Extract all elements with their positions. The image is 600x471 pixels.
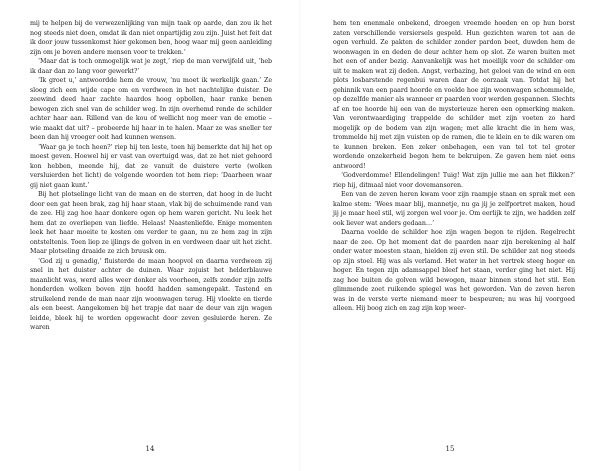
paragraph: Een van de zeven heren kwam voor zijn raampje staan en sprak met een kalme stem: ‘Wees maar blij, mannetje, nu ga jij je zelfportret maken, houd jij je maar heel stil, wij zorgen wel voor je. Om eerlijk te zijn, we hadden zelf ook liever wat anders gedaan…’: [333, 191, 575, 227]
paragraph: mij te helpen bij de verwezenlijking van mijn taak op aarde, dan zou ik het nog steeds niet doen, omdat ik dan niet onpartijdig zou zijn. Juist het feit dat ik door jouw tussenkomst hier gekomen ben, hoog waar mij geen aanleiding zijn om je boven andere mensen voor te trekken.’: [30, 20, 272, 56]
paragraph: ‘Maar dat is toch onmogelijk wat je zegt,’ riep de man verwijfeld uit, ‘heb ik daar dan zo lang voor gewerkt?’: [30, 58, 272, 75]
page-number: 15: [445, 445, 455, 453]
page-number: 14: [145, 445, 155, 453]
paragraph: ‘Ik groet u,’ antwoordde hem de vrouw, ‘nu moet ik werkelijk gaan.’ Ze sloeg zich een wijde cape om en verdween in het nachtelijke duister. De zeewind deed haar zachte haardos hoog opbollen, haar ranke benen bewogen zich snel van de schilder weg. In zijn overhemd rende de schilder achter haar aan. Rillend van de kou of wellicht nog meer van de emotie – wie maakt dat uit? – probeerde hij haar in te halen. Maar ze was sneller ter been dan hij vroeger ooit had kunnen wensen.: [30, 77, 272, 141]
right-page: [300, 0, 600, 471]
right-page-text: [333, 19, 575, 314]
left-page-text: [30, 19, 272, 333]
paragraph: ‘God zij u genadig,’ fluisterde de maan hoopvol en daarna verdween zij snel in het duister achter de duinen. Waar zojuist het helderblauwe maanlicht was, werd alles weer donker als voorheen, zelfs zonder zijn zelfs honderden wolken boven zijn hoofd hadden samengepakt. Tastend en struikelend rende de man naar zijn woonwagen terug. Hij vloekte en tierde als een beest. Aangekomen bij het trapje dat naar de deur van zijn wagen leidde, bleek hij te worden opgewacht door zeven gesluierde heren. Ze waren: [30, 257, 272, 331]
paragraph: Bij het plotselinge licht van de maan en de sterren, dat hoog in de lucht door een gat heen brak, zag hij haar staan, vlak bij de schuimende rand van de zee. Hij zag hoe haar donkere ogen op hem waren gericht. Nu leek het hem dat ze overliepen van liefde. Helaas! Naastenliefde. Enige momenten leek het haar moeite te kosten om verder te gaan, nu ze hem zag in zijn ontsteltenis. Toen liep ze ijlings de golven in en verdween daar uit het zicht. Maar plotseling draaide ze zich bruusk om.: [30, 191, 272, 255]
paragraph: ‘Godverdomme! Ellendelingen! Tuig! Wat zijn jullie me aan het flikken?’ riep hij, ditmaal niet voor dovemansoren.: [333, 172, 575, 189]
paragraph: Daarna voelde de schilder hoe zijn wagen begon te rijden. Regelrecht naar de zee. Op het moment dat de paarden naar zijn berekening al half onder water moesten staan, hielden zij even stil. De schilder zat nog steeds op zijn stoel. Hij was als verlamd. Het water in het vertrek steeg hoger en hoger. En tegen zijn adamsappel bleef het staan, verder ging het niet. Hij zag hoe buiten de golven wild bewogen, maar binnen stond het stil. Een glimmende zoet ruikende spiegel was het geworden. Van de zeven heren was in de verste verte niemand meer te bespeuren; nu was hij voorgoed alleen. Hij boog zich en zag zijn kop weer-: [333, 229, 575, 312]
paragraph: ‘Waar ga je toch heen?’ riep hij ten leste, toen hij bemerkte dat hij het op moest geven. Hoewel hij er vast van overtuigd was, dat ze het niet gehoord kon hebben, meende hij, dat ze vanuit de duistere verte (wolken versluierden het licht) de volgende woorden tot hem riep: ‘Daarheen waar gij niet gaan kunt.’: [30, 143, 272, 189]
paragraph: hem ten enenmale onbekend, droegen vreemde hoeden en op hun borst zaten verschillende versiersels gespeld. Hun gezichten waren tot aan de ogen verhuld. Ze pakten de schilder zonder pardon beet, duwden hem de woonwagen in en deden de deur achter hem op slot. Ze waren buiten met het een of ander bezig. Aanvankelijk was het moeilijk voor de schilder om uit te maken wat zij deden. Angst, verbazing, het geloei van de wind en een plots losbarstende regenbui waren daar de oorzaak van. Totdat hij het gehinnik van een paard hoorde en voelde hoe zijn woonwagen schommelde, op dezelfde manier als wanneer er paarden voor werden gespannen. Slechts af en toe hoorde hij een van de mysterieuze heren een opmerking maken. Van verontwaardiging trappelde de schilder met zijn voeten zo hard mogelijk op de bodem van zijn wagen; met alle kracht die in hem was, trommelde hij met zijn vuisten op de ramen, die te klein en te dik waren om te kunnen breken. Een zeker onbehagen, een van tel tot tel groter wordende onzekerheid begon hem te bekruipen. Ze gaven hem niet eens antwoord!: [333, 20, 575, 170]
